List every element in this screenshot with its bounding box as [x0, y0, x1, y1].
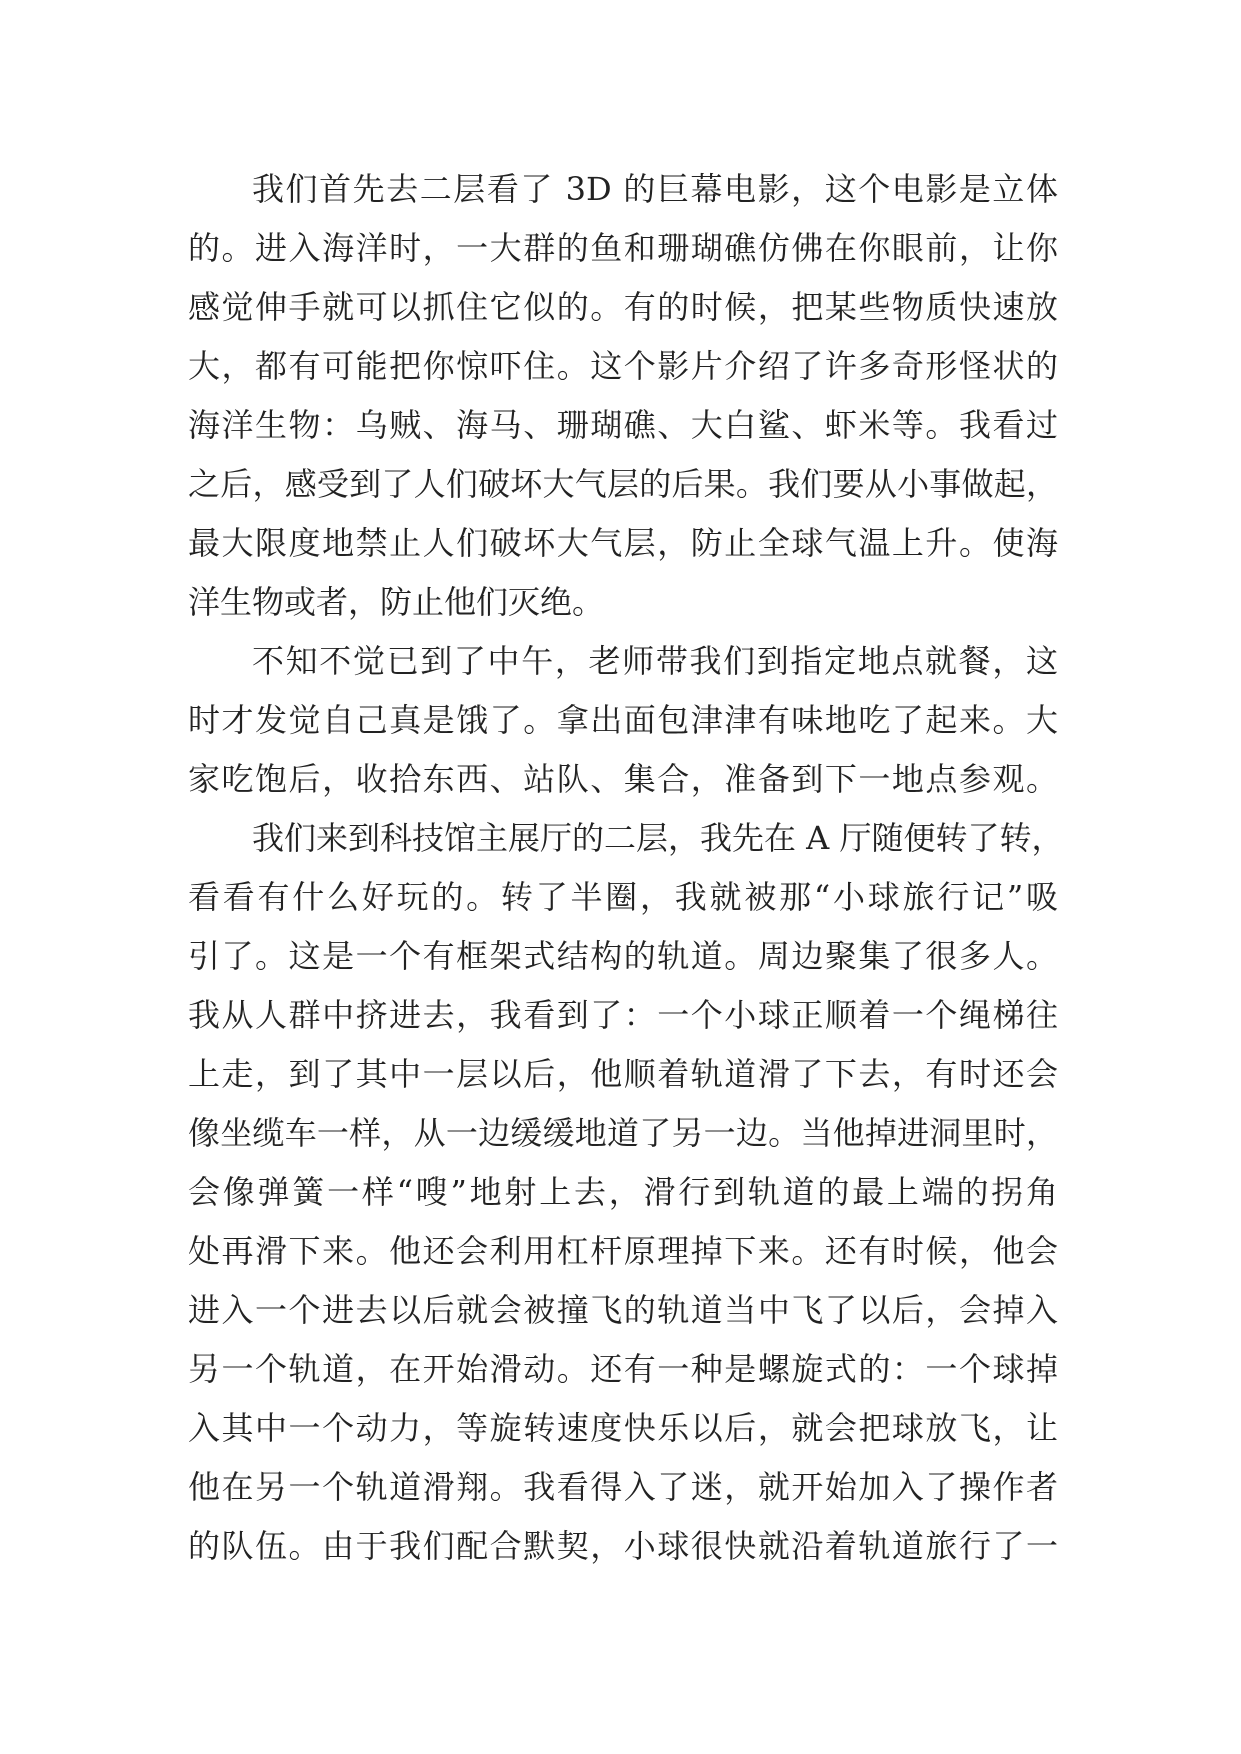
text-line: 看看有什么好玩的。转了半圈，我就被那“小球旅行记”吸: [188, 878, 1058, 916]
text-line: 进入一个进去以后就会被撞飞的轨道当中飞了以后，会掉入: [188, 1291, 1058, 1329]
text-line: 另一个轨道，在开始滑动。还有一种是螺旋式的：一个球掉: [188, 1350, 1058, 1388]
text-line: 不知不觉已到了中午，老师带我们到指定地点就餐，这: [252, 642, 1058, 680]
text-line: 他在另一个轨道滑翔。我看得入了迷，就开始加入了操作者: [188, 1468, 1058, 1506]
paragraph-ball-track: [188, 809, 1064, 1576]
text-line: 家吃饱后，收拾东西、站队、集合，准备到下一地点参观。: [188, 760, 1058, 798]
article-body: [188, 160, 1064, 1576]
text-line: 最大限度地禁止人们破坏大气层，防止全球气温上升。使海: [188, 524, 1058, 562]
text-line: 会像弹簧一样“嗖”地射上去，滑行到轨道的最上端的拐角: [188, 1173, 1058, 1211]
paragraph-3d-movie: [188, 160, 1058, 632]
text-line: 引了。这是一个有框架式结构的轨道。周边聚集了很多人。: [188, 937, 1058, 975]
text-line: 我们首先去二层看了 3D 的巨幕电影，这个电影是立体: [252, 170, 1058, 208]
text-line: 上走，到了其中一层以后，他顺着轨道滑了下去，有时还会: [188, 1055, 1058, 1093]
text-line: 之后，感受到了人们破坏大气层的后果。我们要从小事做起，: [188, 465, 1058, 503]
text-line: 我们来到科技馆主展厅的二层，我先在 A 厅随便转了转，: [252, 819, 1064, 857]
text-line: 时才发觉自己真是饿了。拿出面包津津有味地吃了起来。大: [188, 701, 1058, 739]
paragraph-lunch: [188, 632, 1058, 809]
text-line: 像坐缆车一样，从一边缓缓地道了另一边。当他掉进洞里时，: [188, 1114, 1058, 1152]
text-line: 入其中一个动力，等旋转速度快乐以后，就会把球放飞，让: [188, 1409, 1058, 1447]
text-line: 的。进入海洋时，一大群的鱼和珊瑚礁仿佛在你眼前，让你: [188, 229, 1058, 267]
text-line: 大，都有可能把你惊吓住。这个影片介绍了许多奇形怪状的: [188, 347, 1058, 385]
text-line: 我从人群中挤进去，我看到了：一个小球正顺着一个绳梯往: [188, 996, 1058, 1034]
text-line: 洋生物或者，防止他们灭绝。: [188, 583, 605, 621]
text-line: 感觉伸手就可以抓住它似的。有的时候，把某些物质快速放: [188, 288, 1058, 326]
text-line: 海洋生物：乌贼、海马、珊瑚礁、大白鲨、虾米等。我看过: [188, 406, 1058, 444]
text-line: 处再滑下来。他还会利用杠杆原理掉下来。还有时候，他会: [188, 1232, 1058, 1270]
text-line: 的队伍。由于我们配合默契，小球很快就沿着轨道旅行了一: [188, 1527, 1058, 1565]
